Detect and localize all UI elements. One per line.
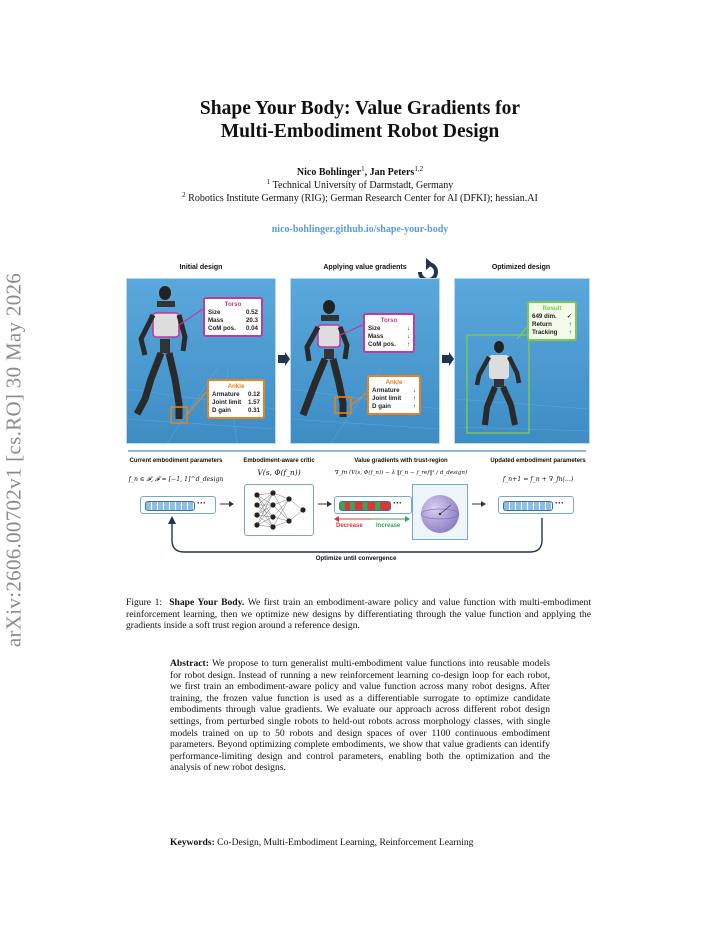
row-key: Mass <box>208 317 224 324</box>
paper-title <box>120 97 600 143</box>
step1-title: Current embodiment parameters <box>129 458 223 464</box>
row-val: ↑ <box>406 341 410 348</box>
keywords-label: Keywords: <box>170 837 215 848</box>
row-val: 0.31 <box>247 407 260 414</box>
row-key: D gain <box>372 403 391 410</box>
step2-title: Embodiment-aware critic <box>243 458 315 464</box>
caption-text: We first train an embodiment-aware policy and value function with multi-embodiment reinforcement learning, then we optimize new designs by differentiating through the value function and applying the gradients inside a soft trust region around a reference design. <box>126 597 592 631</box>
panel-title-applying: Applying value gradients <box>323 264 407 271</box>
panel-initial-design <box>126 278 276 444</box>
title-line-2: Multi-Embodiment Robot Design <box>220 121 500 142</box>
row-key: Joint limit <box>372 395 402 402</box>
optimize-loop-label: Optimize until convergence <box>315 555 397 562</box>
info-row <box>372 403 416 411</box>
decrease-label: Decrease <box>336 523 363 529</box>
ellipsis: ··· <box>393 498 402 508</box>
figure-divider <box>128 450 586 452</box>
abstract <box>170 658 550 774</box>
row-key: 649 dim. <box>532 313 557 320</box>
result-info-box <box>527 301 577 341</box>
info-row <box>212 399 260 407</box>
step3-formula: ∇_fn (V(s, Φ(f_n)) − λ ‖f_n − f_ref‖² / d_design) <box>334 470 468 476</box>
row-val: ↓ <box>406 325 410 332</box>
row-key: Tracking <box>532 329 558 336</box>
ankle-title: Ankle <box>385 379 403 386</box>
keywords-text: Co-Design, Multi-Embodiment Learning, Reinforcement Learning <box>217 837 474 848</box>
panel-applying-gradients <box>290 278 440 444</box>
info-row <box>532 329 572 337</box>
caption-bold: Shape Your Body. <box>169 597 245 608</box>
panel-optimized-design <box>454 278 590 444</box>
gradient-vector <box>334 496 412 514</box>
ankle-info-box-initial <box>207 379 265 419</box>
row-val: ↓ <box>406 333 410 340</box>
step4-title: Updated embodiment parameters <box>490 458 586 464</box>
row-val: ↓ <box>412 387 416 394</box>
project-url-link[interactable]: nico-bohlinger.github.io/shape-your-body <box>271 224 449 235</box>
arrow-right-icon <box>318 500 332 508</box>
row-val: ↑ <box>412 403 416 410</box>
optimize-loop-arrow <box>166 514 546 558</box>
info-row <box>208 325 258 333</box>
row-val: ↑ <box>412 395 416 402</box>
authors-block <box>120 166 600 205</box>
abstract-label: Abstract: <box>170 658 209 669</box>
row-key: Armature <box>212 391 240 398</box>
panel-title-optimized: Optimized design <box>491 264 551 271</box>
vector-cells <box>145 501 195 511</box>
row-val: ↑ <box>568 321 572 328</box>
param-vector-current <box>140 496 216 514</box>
row-key: Size <box>208 309 221 316</box>
row-val: 1.57 <box>247 399 260 406</box>
abstract-text: We propose to turn generalist multi-embodiment value functions into reusable models for robot design. Instead of running a new reinforcement learning co-design loop for each robot, we first train an embodiment-aware policy and value function across many robot designs. After training, the frozen value function is used as a differentiable surrogate to optimize candidate embodiments through value gradients. We evaluate our approach across different robot design settings, from perturbed single robots to held-out robots across morphology classes, with single models trained on up to 50 robots and design spaces of over 1100 continuous embodiment parameters. Beyond optimizing complete embodiments, we show that value gradients can identify performance-limiting design and control parameters, enabling both the optimization and the analysis of new robot designs. <box>170 658 550 774</box>
info-row <box>372 395 416 403</box>
title-line-1: Shape Your Body: Value Gradients for <box>199 98 521 119</box>
row-val: 0.12 <box>247 391 260 398</box>
param-vector-updated <box>498 496 574 514</box>
arrow-right-icon <box>276 352 290 366</box>
row-key: D gain <box>212 407 231 414</box>
step4-formula: f_n+1 = f_n + ∇_fn(...) <box>502 476 574 483</box>
row-val: ↑ <box>568 329 572 336</box>
torso-info-box-initial <box>203 297 263 337</box>
row-key: Mass <box>368 333 384 340</box>
panel-title-initial: Initial design <box>179 264 223 271</box>
arxiv-stamp-text: arXiv:2606.00702v1 [cs.RO] 30 May 2026 <box>1 272 26 648</box>
author-1: Nico Bohlinger <box>296 167 362 178</box>
result-title: Result <box>542 305 562 312</box>
torso-title: Torso <box>224 301 242 308</box>
info-row <box>368 325 410 333</box>
gradient-cells <box>339 501 391 511</box>
info-row <box>208 309 258 317</box>
ellipsis: ··· <box>555 498 564 508</box>
increase-label: Increase <box>376 523 401 529</box>
aff2-sup: 2 <box>182 191 186 199</box>
vector-cells <box>503 501 553 511</box>
author-2: Jan Peters <box>369 167 415 178</box>
info-row <box>212 407 260 415</box>
row-key: Return <box>532 321 552 328</box>
step1-formula: f_n ∈ 𝓕, 𝓕 = [−1, 1]^d_design <box>128 476 224 483</box>
torso-info-box-applied <box>363 313 415 353</box>
info-row <box>532 313 572 321</box>
arrow-right-icon <box>220 500 234 508</box>
arrow-right-icon <box>440 352 454 366</box>
row-key: Size <box>368 325 381 332</box>
caption-label: Figure 1: <box>126 597 163 608</box>
arrow-right-icon <box>472 500 486 508</box>
author-2-sup: 1,2 <box>414 165 424 173</box>
aff2-text: Robotics Institute Germany (RIG); German Research Center for AI (DFKI); hessian.AI <box>188 193 538 204</box>
figure-caption <box>126 597 591 632</box>
info-row <box>532 321 572 329</box>
figure-1 <box>126 262 588 572</box>
info-row <box>368 341 410 349</box>
row-val: 20.3 <box>245 317 258 324</box>
aff1-text: Technical University of Darmstadt, Germany <box>272 180 454 191</box>
ankle-info-box-applied <box>367 375 421 415</box>
row-key: Armature <box>372 387 400 394</box>
author-names <box>120 166 600 179</box>
row-key: Joint limit <box>212 399 242 406</box>
info-row <box>212 391 260 399</box>
torso-title: Torso <box>380 317 398 324</box>
author-sep: , <box>364 167 370 178</box>
info-row <box>368 333 410 341</box>
step3-title: Value gradients with trust-region <box>354 458 448 464</box>
step2-formula: V(s, Φ(f_n)) <box>257 468 301 477</box>
keywords <box>170 837 570 848</box>
aff1-sup: 1 <box>266 178 271 186</box>
row-val: 0.04 <box>245 325 258 332</box>
row-val: 0.52 <box>245 309 258 316</box>
row-key: CoM pos. <box>208 325 236 332</box>
row-val: ✓ <box>566 313 572 320</box>
ankle-title: Ankle <box>227 383 245 390</box>
info-row <box>372 387 416 395</box>
info-row <box>208 317 258 325</box>
ellipsis: ··· <box>197 498 206 508</box>
author-1-sup: 1 <box>361 165 365 173</box>
robot-applying-image <box>291 279 439 443</box>
affiliation-1 <box>120 179 600 192</box>
row-key: CoM pos. <box>368 341 396 348</box>
affiliation-2 <box>120 192 600 205</box>
